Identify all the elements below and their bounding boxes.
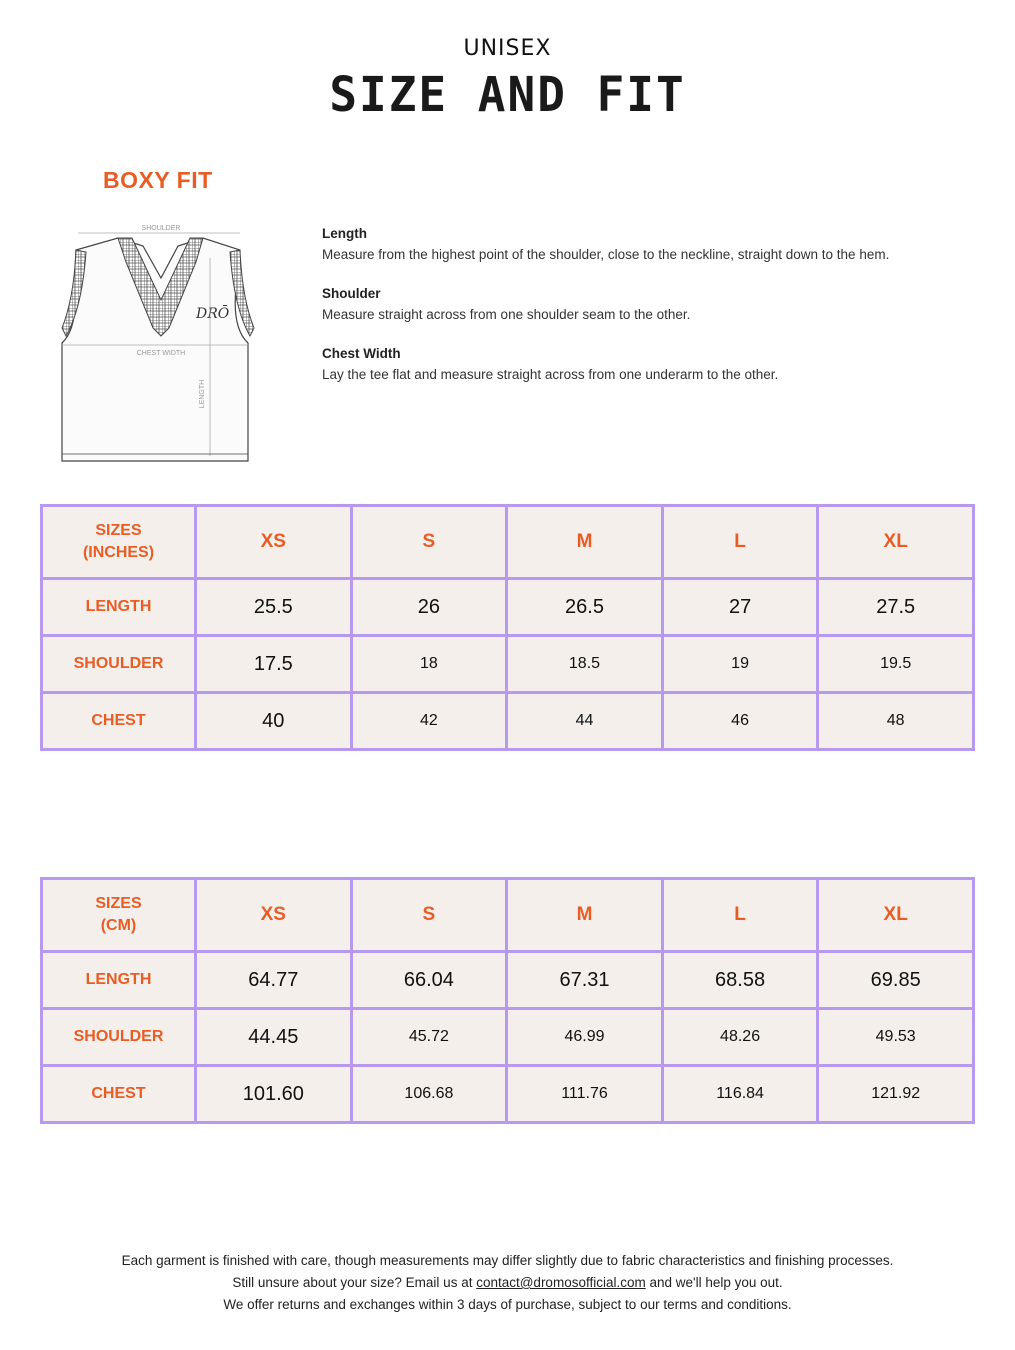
table-row <box>42 693 974 750</box>
table-cell: 42 <box>351 693 507 750</box>
size-header-m: M <box>507 506 663 579</box>
table-cell: 64.77 <box>196 952 352 1009</box>
contact-email-link[interactable]: contact@dromosofficial.com <box>476 1275 646 1290</box>
table-header-row <box>42 506 974 579</box>
table-header-row <box>42 879 974 952</box>
table-cell: 101.60 <box>196 1066 352 1123</box>
table-cell: 116.84 <box>662 1066 818 1123</box>
table-cell: 27 <box>662 579 818 636</box>
table-cell: 48 <box>818 693 974 750</box>
table-cell: 66.04 <box>351 952 507 1009</box>
table-cell: 121.92 <box>818 1066 974 1123</box>
table-cell: 111.76 <box>507 1066 663 1123</box>
row-label: CHEST <box>42 693 196 750</box>
size-header-l: L <box>662 879 818 952</box>
table-cell: 26.5 <box>507 579 663 636</box>
table-row <box>42 952 974 1009</box>
chest-label: CHEST WIDTH <box>136 350 186 357</box>
measure-title: Length <box>322 226 367 241</box>
table-cell: 40 <box>196 693 352 750</box>
table-cell: 46 <box>662 693 818 750</box>
size-table-inches <box>40 504 975 751</box>
table-cell: 46.99 <box>507 1009 663 1066</box>
page-subtitle: UNISEX <box>463 36 552 61</box>
table-cell: 45.72 <box>351 1009 507 1066</box>
size-table-cm <box>40 877 975 1124</box>
table-cell: 106.68 <box>351 1066 507 1123</box>
measure-instructions <box>322 226 962 406</box>
table-cell: 18.5 <box>507 636 663 693</box>
measure-shoulder <box>322 286 962 322</box>
table-cell: 18 <box>351 636 507 693</box>
table-cell: 67.31 <box>507 952 663 1009</box>
length-label: LENGTH <box>199 379 206 409</box>
measure-chest <box>322 346 962 382</box>
shoulder-label: SHOULDER <box>141 225 181 232</box>
table-row <box>42 636 974 693</box>
table-cell: 26 <box>351 579 507 636</box>
table-cell: 68.58 <box>662 952 818 1009</box>
table-row <box>42 1066 974 1123</box>
table-row <box>42 1009 974 1066</box>
row-label: LENGTH <box>42 579 196 636</box>
size-header-xl: XL <box>818 506 974 579</box>
page-header <box>0 36 1015 121</box>
footer-notes <box>0 1250 1015 1316</box>
size-header-s: S <box>351 879 507 952</box>
page-title: SIZE AND FIT <box>329 65 686 123</box>
table-cell: 27.5 <box>818 579 974 636</box>
table-cell: 49.53 <box>818 1009 974 1066</box>
footer-line-contact: Still unsure about your size? Email us at contact@dromosofficial.com and we'll help you out. <box>232 1275 783 1290</box>
measure-length <box>322 226 962 262</box>
size-header-xs: XS <box>196 506 352 579</box>
footer-line-care: Each garment is finished with care, though measurements may differ slightly due to fabric characteristics and finishing processes. <box>121 1253 894 1268</box>
measure-title: Shoulder <box>322 286 381 301</box>
table-cell: 48.26 <box>662 1009 818 1066</box>
fit-title: BOXY FIT <box>103 167 213 193</box>
logo-mark: DRŌ <box>196 306 230 322</box>
size-header-m: M <box>507 879 663 952</box>
table-cell: 25.5 <box>196 579 352 636</box>
row-label: CHEST <box>42 1066 196 1123</box>
table-cell: 44.45 <box>196 1009 352 1066</box>
size-header-l: L <box>662 506 818 579</box>
size-header-xs: XS <box>196 879 352 952</box>
row-label: SHOULDER <box>42 636 196 693</box>
table-header-label: SIZES (CM) <box>42 879 196 952</box>
row-label: SHOULDER <box>42 1009 196 1066</box>
measure-text: Measure from the highest point of the shoulder, close to the neckline, straight down to the hem. <box>322 247 890 262</box>
table-header-label: SIZES (INCHES) <box>42 506 196 579</box>
table-cell: 69.85 <box>818 952 974 1009</box>
row-label: LENGTH <box>42 952 196 1009</box>
measure-text: Measure straight across from one shoulder seam to the other. <box>322 307 691 322</box>
measure-title: Chest Width <box>322 346 401 361</box>
table-cell: 17.5 <box>196 636 352 693</box>
table-cell: 44 <box>507 693 663 750</box>
table-cell: 19 <box>662 636 818 693</box>
table-row <box>42 579 974 636</box>
size-header-s: S <box>351 506 507 579</box>
size-header-xl: XL <box>818 879 974 952</box>
table-cell: 19.5 <box>818 636 974 693</box>
footer-line-returns: We offer returns and exchanges within 3 days of purchase, subject to our terms and conditions. <box>223 1297 792 1312</box>
measure-text: Lay the tee flat and measure straight across from one underarm to the other. <box>322 367 779 382</box>
garment-diagram <box>48 218 278 470</box>
